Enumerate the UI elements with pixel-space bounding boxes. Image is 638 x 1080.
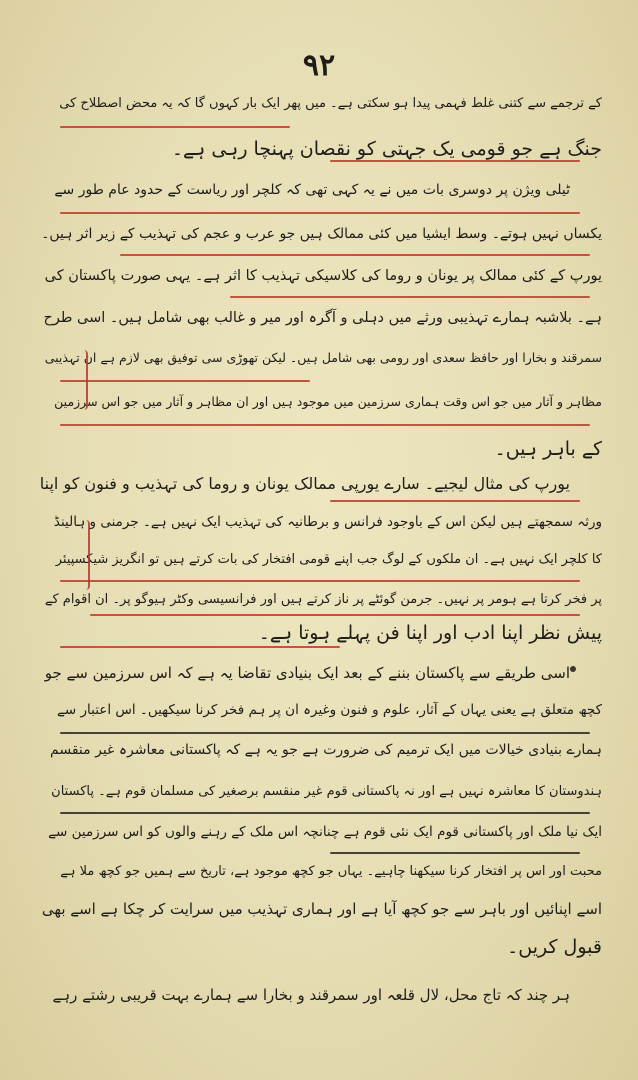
text-line: کے باہر ہیں۔ (494, 438, 602, 460)
text-line: یکساں نہیں ہوتے۔ وسط ایشیا میں کئی ممالک ہیں جو عرب و عجم کی تہذیب کے زیر اثر ہیں۔ (41, 226, 602, 242)
text-line: ہر چند کہ تاج محل، لال قلعہ اور سمرقند و بخارا سے ہمارے بہت قریبی رشتے رہے (52, 986, 570, 1004)
pencil-underline (330, 852, 580, 854)
red-underline (60, 212, 580, 214)
pencil-underline (60, 812, 590, 814)
red-bracket-mark (50, 350, 88, 410)
text-line: ہمارے بنیادی خیالات میں ایک ترمیم کی ضرورت ہے جو یہ ہے کہ پاکستانی معاشرہ غیر منقسم (50, 742, 602, 758)
red-underline (120, 254, 590, 256)
red-underline (60, 646, 340, 648)
text-line: ایک نیا ملک اور پاکستانی قوم ایک نئی قوم ہے چنانچہ اس ملک کے رہنے والوں کو اس سرزمین سے (48, 824, 602, 840)
pencil-underline (60, 732, 590, 734)
text-line: ورثہ سمجھتے ہیں لیکن اس کے باوجود فرانس و برطانیہ کی تہذیب ایک نہیں ہے۔ جرمنی و ہالینڈ (53, 514, 602, 530)
text-line: یورپ کی مثال لیجیے۔ سارے یورپی ممالک یونان و روما کی تہذیب و فنون کو اپنا (39, 474, 570, 493)
text-line: کچھ متعلق ہے یعنی یہاں کے آثار، علوم و فنون وغیرہ ان پر ہم فخر کرنا سیکھیں۔ اس اعتبار سے (57, 702, 602, 718)
text-line: اسے اپنائیں اور باہر سے جو کچھ آیا ہے اور ہماری تہذیب میں سرایت کر چکا ہے اسے بھی (41, 900, 602, 918)
red-bracket-mark (48, 520, 90, 590)
red-underline (330, 160, 580, 162)
text-line: سمرقند و بخارا اور حافظ سعدی اور رومی بھی شامل ہیں۔ لیکن تھوڑی سی توفیق بھی لازم ہے ان تہذیبی (44, 350, 602, 365)
red-underline (230, 296, 590, 298)
red-underline (330, 500, 580, 502)
text-line: محبت اور اس پر افتخار کرنا سیکھنا چاہیے۔ یہاں جو کچھ موجود ہے، تاریخ سے ہمیں جو کچھ ملا ہے (60, 864, 602, 879)
text-line: مظاہر و آثار میں جو اس وقت ہماری سرزمین میں موجود ہیں اور ان مظاہر و آثار میں جو اس سرزمین (54, 394, 602, 409)
text-line: قبول کریں۔ (507, 936, 602, 958)
text-line: یورپ کے کئی ممالک پر یونان و روما کی کلاسیکی تہذیب کا اثر ہے۔ یہی صورت پاکستان کی (44, 268, 602, 284)
text-line: پیش نظر اپنا ادب اور اپنا فن پہلے ہوتا ہے۔ (258, 622, 602, 644)
text-line: کا کلچر ایک نہیں ہے۔ ان ملکوں کے لوگ جب اپنے قومی افتخار کی بات کرتے ہیں تو انگریز شیکسپیئر (55, 552, 602, 567)
text-line: کے ترجمے سے کتنی غلط فہمی پیدا ہو سکتی ہے۔ میں پھر ایک بار کہوں گا کہ یہ محض اصطلاح کی (59, 96, 602, 111)
red-underline (60, 424, 590, 426)
text-line: ہندوستان کا معاشرہ نہیں ہے اور نہ پاکستانی قوم غیر منقسم برصغیر کی مسلمان قوم ہے۔ پاکستان (51, 784, 602, 799)
text-line: جنگ ہے جو قومی یک جہتی کو نقصان پہنچا رہی ہے۔ (171, 138, 602, 160)
text-line: ہے۔ بلاشبہ ہمارے تہذیبی ورثے میں دہلی و آگرہ اور میر و غالب بھی شامل ہیں۔ اسی طرح (43, 310, 602, 326)
text-line: ٹیلی ویژن پر دوسری بات میں نے یہ کہی تھی کہ کلچر اور ریاست کے حدود عام طور سے (54, 182, 570, 198)
red-underline (60, 380, 310, 382)
text-line: اسی طریقے سے پاکستان بننے کے بعد ایک بنیادی تقاضا یہ ہے کہ اس سرزمین سے جو (44, 664, 570, 682)
red-underline (60, 580, 580, 582)
red-underline (60, 126, 290, 128)
pencil-dot-mark (570, 666, 576, 672)
page-number: ۹۲ (302, 48, 336, 83)
red-underline (90, 614, 580, 616)
text-line: پر فخر کرتا ہے ہومر پر نہیں۔ جرمن گوئٹے پر ناز کرتے ہیں اور فرانسیسی وکٹر ہیوگو پر۔ ان اقوام کے (44, 592, 602, 607)
